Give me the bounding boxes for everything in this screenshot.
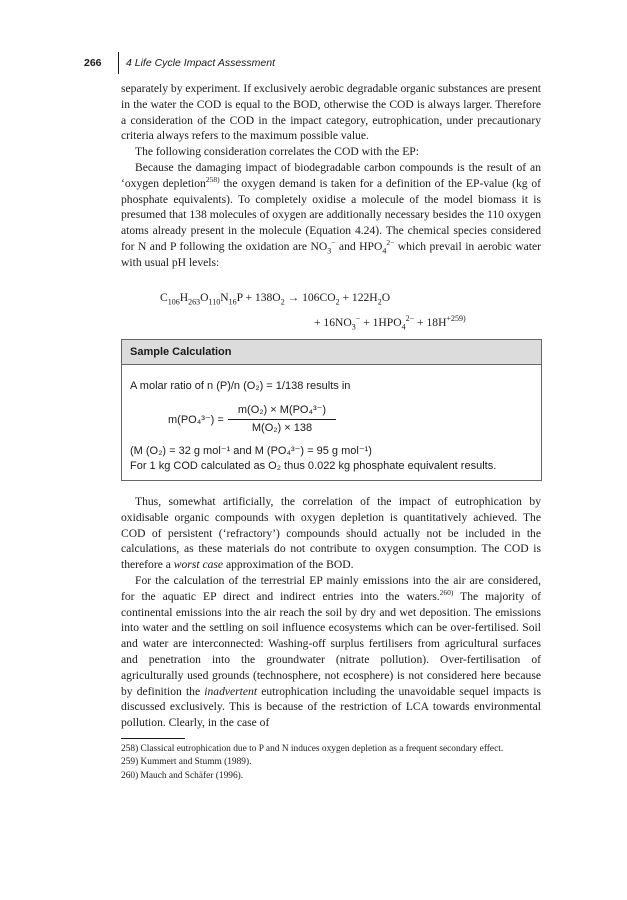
footnotes bbox=[121, 743, 551, 783]
footnote-259: 259) Kummert and Stumm (1989). bbox=[121, 757, 252, 768]
sample-denominator: M(O₂) × 138 bbox=[251, 422, 313, 434]
paragraph-1: separately by experiment. If exclusively aerobic degradable organic substances are present in the water the COD is equal to the BOD, otherwise the COD is always larger. Therefore a consideration of the COD in the impact category, eutrophication, under precautionary criteria always refers to the maximum possible value. bbox=[121, 82, 541, 143]
sample-line-4: For 1 kg COD calculated as O₂ thus 0.022 kg phosphate equivalent results. bbox=[130, 460, 497, 472]
paragraph-4: Thus, somewhat artificially, the correlation of the impact of eutrophication by oxidisable organic compounds with oxygen depletion is quantitatively achieved. The COD of persistent (‘refractory’) compounds should actually not be included in the calculations, as these materials do not contribute to oxygen consumption. The COD is therefore a worst case approximation of the BOD. bbox=[121, 495, 541, 572]
running-title: 4 Life Cycle Impact Assessment bbox=[126, 57, 275, 69]
sample-calculation-title: Sample Calculation bbox=[122, 340, 541, 365]
footnote-260: 260) Mauch and Schäfer (1996). bbox=[121, 770, 244, 781]
body-text-bottom bbox=[121, 494, 541, 731]
equation-line-1: $C_{106}H_{263}O_{110}N_{16}P + 138O_2 \to 106CO_2 + 122H_2O$ bbox=[160, 291, 391, 307]
footnote-258: 258) Classical eutrophication due to P and N induces oxygen depletion as a frequent secondary effect. bbox=[121, 744, 504, 754]
fraction-bar bbox=[228, 419, 336, 420]
paragraph-2: The following consideration correlates the COD with the EP: bbox=[135, 145, 419, 159]
footnote-ref-258: 258) bbox=[205, 174, 220, 184]
page-number: 266 bbox=[84, 57, 102, 69]
sample-calculation-box bbox=[121, 339, 542, 481]
equation-line-2: + $16NO_3^- + 1HPO_4^{2-} + 18H^{+259)}$ bbox=[314, 314, 466, 332]
paragraph-5: For the calculation of the terrestrial EP mainly emissions into the air are considered, for the aquatic EP direct and indirect entries into the waters.$^{260)}$ The majority of continental emissions into the air reach the soil by dry and wet deposition. The emissions into water and the settling on soil influence ecosystems which can be over-fertilised. Soil and water are interconnected: Washing-off surplus fertilisers from agricultural surfaces and penetration into the groundwater (nitrate pollution). Over-fertilisation of agriculturally used grounds (technosphere, not ecosphere) is not considered here because by definition the inadvertent eutrophication including the unavoidable sequel impacts is discussed exclusively. This is because of the restriction of LCA towards environmental pollution. Clearly, in the case of bbox=[121, 573, 541, 730]
sample-numerator: m(O₂) × M(PO₄³⁻) bbox=[237, 404, 327, 416]
sample-lhs: m(PO₄³⁻) = bbox=[168, 414, 224, 426]
footnote-rule bbox=[121, 738, 185, 739]
header-divider bbox=[118, 52, 119, 74]
body-text-top bbox=[121, 81, 541, 271]
footnote-ref-260: 260) bbox=[439, 587, 454, 597]
sample-line-3: (M (O₂) = 32 g mol⁻¹ and M (PO₄³⁻) = 95 g mol⁻¹) bbox=[130, 445, 372, 457]
paragraph-3: Because the damaging impact of biodegradable carbon compounds is the result of an ‘oxygen depletion$^{258)}$ the oxygen demand is taken for a definition of the EP-value (kg of phosphate equivalents). To completely oxidise a molecule of the model biomass it is presumed that 138 molecules of oxygen are additionally necessary besides the 110 oxygen atoms already present in the molecule (Equation 4.24). The chemical species considered for N and P following the oxidation are $NO_3^-$ and $HPO_4^{2-}$ which prevail in aerobic water with usual pH levels: bbox=[121, 160, 541, 269]
sample-line-1: A molar ratio of n (P)/n (O₂) = 1/138 results in bbox=[130, 380, 351, 392]
